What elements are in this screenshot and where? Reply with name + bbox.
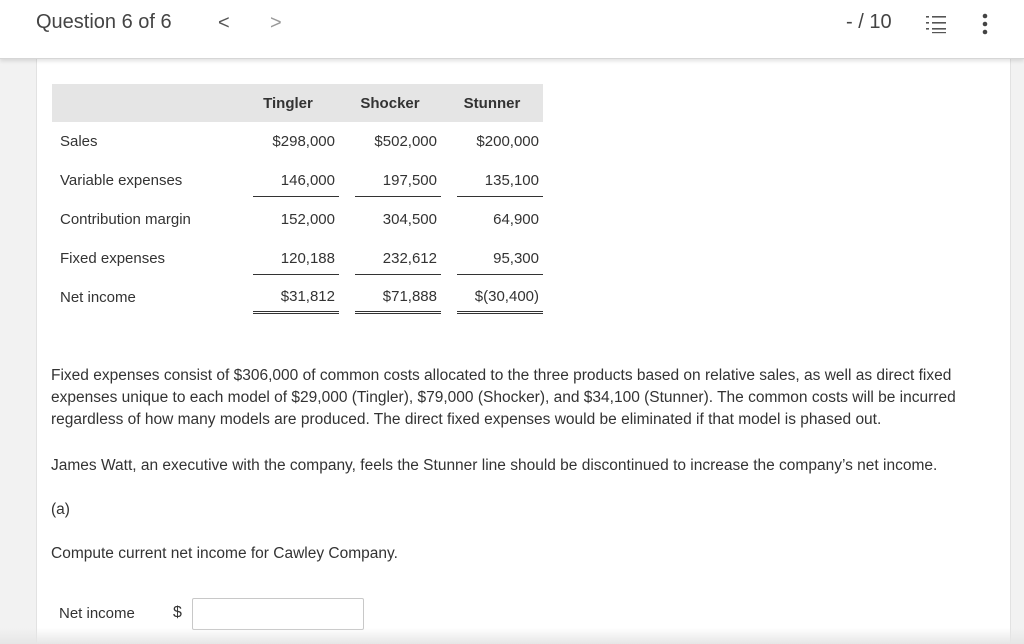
table-cell [339,122,441,161]
cell-value: 146,000 [253,172,339,197]
table-cell [237,239,339,278]
cell-value: 64,900 [493,211,539,228]
cell-value: 152,000 [280,211,335,228]
answer-label: Net income [59,605,135,622]
table-row [52,161,543,200]
column-header: Stunner [441,84,543,122]
table-cell [237,200,339,239]
numbered-list-icon[interactable] [926,14,946,34]
table-cell [339,278,441,317]
table-cell [441,161,543,200]
top-bar [0,0,1024,59]
more-vertical-icon[interactable] [981,13,989,35]
column-header: Shocker [339,84,441,122]
next-question-button[interactable]: > [270,12,282,34]
cell-value: $298,000 [272,133,335,150]
table-cell [441,200,543,239]
cell-value: $31,812 [253,288,339,314]
previous-question-button[interactable]: < [218,12,230,34]
bottom-fade [0,628,1024,644]
row-label: Variable expenses [60,172,183,189]
table-cell [441,278,543,317]
cell-value: $502,000 [374,133,437,150]
cell-value: $(30,400) [457,288,543,314]
cell-value: 95,300 [457,250,543,275]
table-header-row [52,84,543,122]
part-instruction: Compute current net income for Cawley Company. [51,545,398,562]
net-income-input[interactable] [192,598,364,630]
cell-value: $200,000 [476,133,539,150]
problem-paragraph: Fixed expenses consist of $306,000 of common costs allocated to the three products based on relative sales, as well as direct fixed expenses unique to each model of $29,000 (Tingler), $79,000 (Shocker), and $34,100 (Stunner). The common costs will be incurred regardless of how many models are produced. The direct fixed expenses would be eliminated if that model is phased out. [51,367,956,428]
table-row [52,239,543,278]
table-row [52,122,543,161]
table-header-blank [52,84,237,122]
table-cell [441,122,543,161]
row-label: Net income [60,289,136,306]
cell-value: 232,612 [355,250,441,275]
cell-value: 304,500 [382,211,437,228]
question-title: Question 6 of 6 [36,11,172,33]
question-content [36,58,1011,644]
table-cell [237,161,339,200]
table-cell [339,239,441,278]
table-cell [339,161,441,200]
cell-value: 135,100 [457,172,543,197]
table-cell [441,239,543,278]
row-label: Contribution margin [60,211,191,228]
income-statement-table [52,84,543,317]
part-label: (a) [51,501,70,518]
table-row [52,278,543,317]
cell-value: $71,888 [355,288,441,314]
table-cell [237,122,339,161]
score-display: - / 10 [846,11,892,33]
cell-value: 197,500 [355,172,441,197]
row-label: Fixed expenses [60,250,166,267]
table-row [52,200,543,239]
row-label: Sales [60,133,98,150]
column-header: Tingler [237,84,339,122]
problem-paragraph: James Watt, an executive with the company, feels the Stunner line should be discontinued to increase the company’s net income. [51,457,938,474]
cell-value: 120,188 [253,250,339,275]
table-cell [339,200,441,239]
currency-symbol: $ [173,604,182,621]
table-cell [237,278,339,317]
